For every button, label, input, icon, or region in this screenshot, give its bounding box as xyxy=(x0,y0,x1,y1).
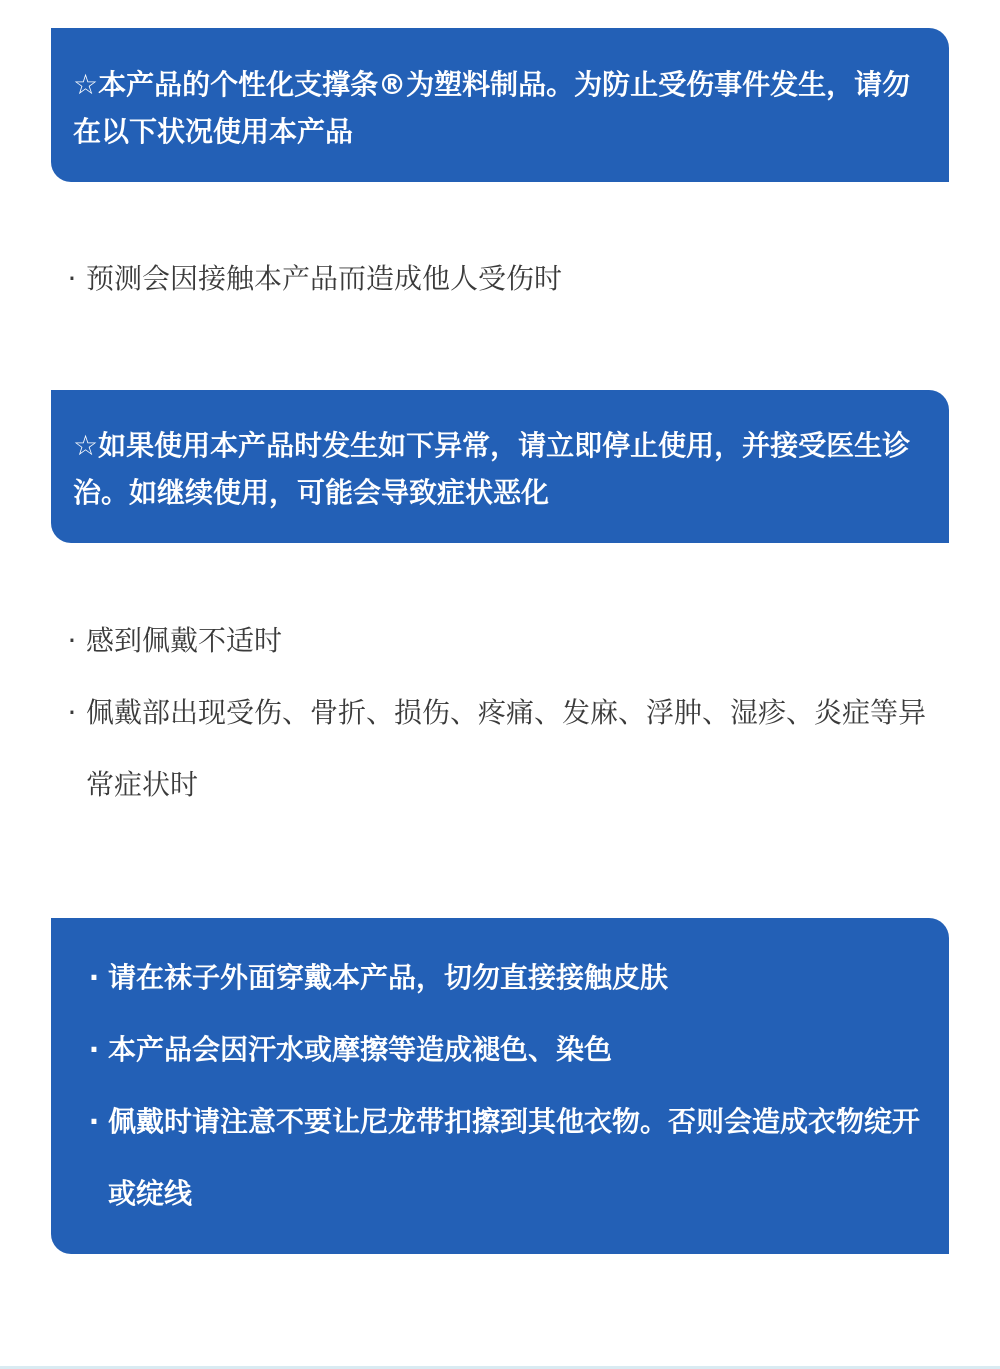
list-item-text: 请在袜子外面穿戴本产品，切勿直接接触皮肤 xyxy=(108,961,669,994)
usage-notice-list xyxy=(86,942,938,1230)
warning-banner-plastic xyxy=(51,28,949,182)
list-item xyxy=(86,1014,938,1086)
list-item-text: 预测会因接触本产品而造成他人受伤时 xyxy=(86,262,563,295)
list-item xyxy=(64,677,944,821)
list-item xyxy=(86,1086,938,1230)
warning-list-plastic xyxy=(64,243,944,315)
bullet-dot-icon: · xyxy=(88,1033,100,1066)
list-item xyxy=(64,605,944,677)
list-item-text: 感到佩戴不适时 xyxy=(86,624,283,657)
bullet-dot-icon: · xyxy=(67,696,77,729)
bullet-dot-icon: · xyxy=(88,1105,100,1138)
list-item xyxy=(64,243,944,315)
warning-banner-abnormal xyxy=(51,390,949,543)
banner-heading: ☆本产品的个性化支撑条®为塑料制品。为防止受伤事件发生，请勿在以下状况使用本产品 xyxy=(73,68,911,148)
list-item xyxy=(86,942,938,1014)
bullet-dot-icon: · xyxy=(67,624,77,657)
list-item-text: 本产品会因汗水或摩擦等造成褪色、染色 xyxy=(108,1033,613,1066)
banner-heading: ☆如果使用本产品时发生如下异常，请立即停止使用，并接受医生诊治。如继续使用，可能会导致症状恶化 xyxy=(73,429,911,509)
list-item-text: 佩戴部出现受伤、骨折、损伤、疼痛、发麻、浮肿、湿疹、炎症等异常症状时 xyxy=(86,696,927,801)
bullet-dot-icon: · xyxy=(67,262,77,295)
warning-list-abnormal xyxy=(64,605,944,821)
bullet-dot-icon: · xyxy=(88,961,100,994)
list-item-text: 佩戴时请注意不要让尼龙带扣擦到其他衣物。否则会造成衣物绽开或绽线 xyxy=(108,1105,921,1210)
